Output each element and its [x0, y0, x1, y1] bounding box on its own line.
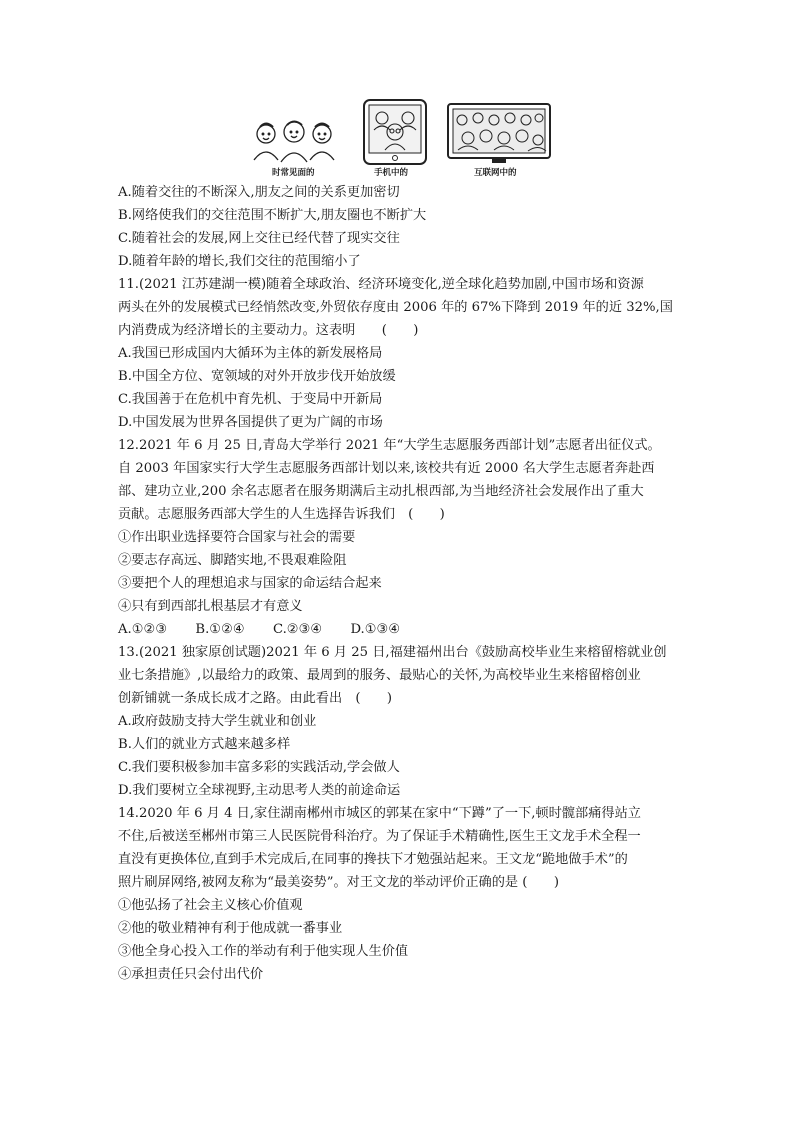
caption-internet: 互联网中的	[474, 168, 517, 178]
q13-stem-line: 业七条措施》,以最给力的政策、最周到的服务、最贴心的关怀,为高校毕业生来榕留榕创业	[118, 668, 641, 683]
q12-stem-line: 贡献。志愿服务西部大学生的人生选择告诉我们 ( )	[118, 507, 445, 522]
question-10-options	[118, 181, 678, 273]
caption-phone: 手机中的	[374, 168, 409, 178]
caption-in-person: 时常见面的	[272, 168, 315, 178]
question-11	[118, 273, 678, 434]
q13-stem-line: 创新铺就一条成长成才之路。由此看出 ( )	[118, 691, 393, 706]
q13-option-c: C.我们要积极参加丰富多彩的实践活动,学会做人	[118, 760, 400, 775]
q12-stem-line: 自 2003 年国家实行大学生志愿服务西部计划以来,该校共有近 2000 名大学生志愿者奔赴西	[118, 461, 655, 476]
q14-item-2: ②他的敬业精神有利于他成就一番事业	[118, 921, 343, 936]
q10-option-a: A.随着交往的不断深入,朋友之间的关系更加密切	[118, 185, 400, 200]
phone-friends-drawing	[364, 100, 426, 164]
internet-friends-drawing	[448, 104, 550, 163]
friendship-illustration	[248, 98, 554, 182]
q12-choice-a: A.①②③	[118, 622, 168, 637]
q11-option-a: A.我国已形成国内大循环为主体的新发展格局	[118, 346, 383, 361]
q14-item-4: ④承担责任只会付出代价	[118, 967, 264, 982]
q13-option-a: A.政府鼓励支持大学生就业和创业	[118, 714, 317, 729]
q12-choice-b: B.①②④	[195, 622, 245, 637]
q14-stem-line: 照片刷屏网络,被网友称为“最美姿势”。对王文龙的举动评价正确的是 ( )	[118, 875, 559, 890]
q11-option-d: D.中国发展为世界各国提供了更为广阔的市场	[118, 415, 383, 430]
question-12	[118, 434, 678, 641]
question-14	[118, 802, 678, 986]
q12-item-2: ②要志存高远、脚踏实地,不畏艰难险阻	[118, 553, 347, 568]
in-person-friends-drawing	[254, 122, 334, 163]
q14-item-3: ③他全身心投入工作的举动有利于他实现人生价值	[118, 944, 409, 959]
q14-stem-line: 14.2020 年 6 月 4 日,家住湖南郴州市城区的郭某在家中“下蹲”了一下,顿时髋部痛得站立	[118, 806, 641, 821]
q11-stem-line: 两头在外的发展模式已经悄然改变,外贸依存度由 2006 年的 67%下降到 2019 年的近 32%,国	[118, 300, 673, 315]
q13-stem-line: 13.(2021 独家原创试题)2021 年 6 月 25 日,福建福州出台《鼓励高校毕业生来榕留榕就业创	[118, 645, 667, 660]
q10-option-d: D.随着年龄的增长,我们交往的范围缩小了	[118, 254, 361, 269]
q14-item-1: ①他弘扬了社会主义核心价值观	[118, 898, 303, 913]
q12-item-3: ③要把个人的理想追求与国家的命运结合起来	[118, 576, 382, 591]
q11-stem-line: 11.(2021 江苏建湖一模)随着全球政治、经济环境变化,逆全球化趋势加剧,中国市场和资源	[118, 277, 644, 292]
q12-stem-line: 部、建功立业,200 余名志愿者在服务期满后主动扎根西部,为当地经济社会发展作出了重大	[118, 484, 644, 499]
q12-item-4: ④只有到西部扎根基层才有意义	[118, 599, 303, 614]
q12-stem-line: 12.2021 年 6 月 25 日,青岛大学举行 2021 年“大学生志愿服务西部计划”志愿者出征仪式。	[118, 438, 661, 453]
q13-option-b: B.人们的就业方式越来越多样	[118, 737, 291, 752]
q12-choices	[118, 618, 678, 641]
q11-option-c: C.我国善于在危机中育先机、于变局中开新局	[118, 392, 383, 407]
q14-stem-line: 直没有更换体位,直到手术完成后,在同事的搀扶下才勉强站起来。王文龙“跪地做手术”的	[118, 852, 628, 867]
q13-option-d: D.我们要树立全球视野,主动思考人类的前途命运	[118, 783, 401, 798]
q12-choice-c: C.②③④	[272, 622, 323, 637]
question-content	[118, 181, 678, 986]
q12-item-1: ①作出职业选择要符合国家与社会的需要	[118, 530, 356, 545]
q10-option-c: C.随着社会的发展,网上交往已经代替了现实交往	[118, 231, 400, 246]
q10-option-b: B.网络使我们的交往范围不断扩大,朋友圈也不断扩大	[118, 208, 427, 223]
q11-stem-line: 内消费成为经济增长的主要动力。这表明 ( )	[118, 323, 419, 338]
q14-stem-line: 不住,后被送至郴州市第三人民医院骨科治疗。为了保证手术精确性,医生王文龙手术全程一	[118, 829, 641, 844]
question-13	[118, 641, 678, 802]
q11-option-b: B.中国全方位、宽领域的对外开放步伐开始放缓	[118, 369, 396, 384]
q12-choice-d: D.①③④	[350, 622, 401, 637]
